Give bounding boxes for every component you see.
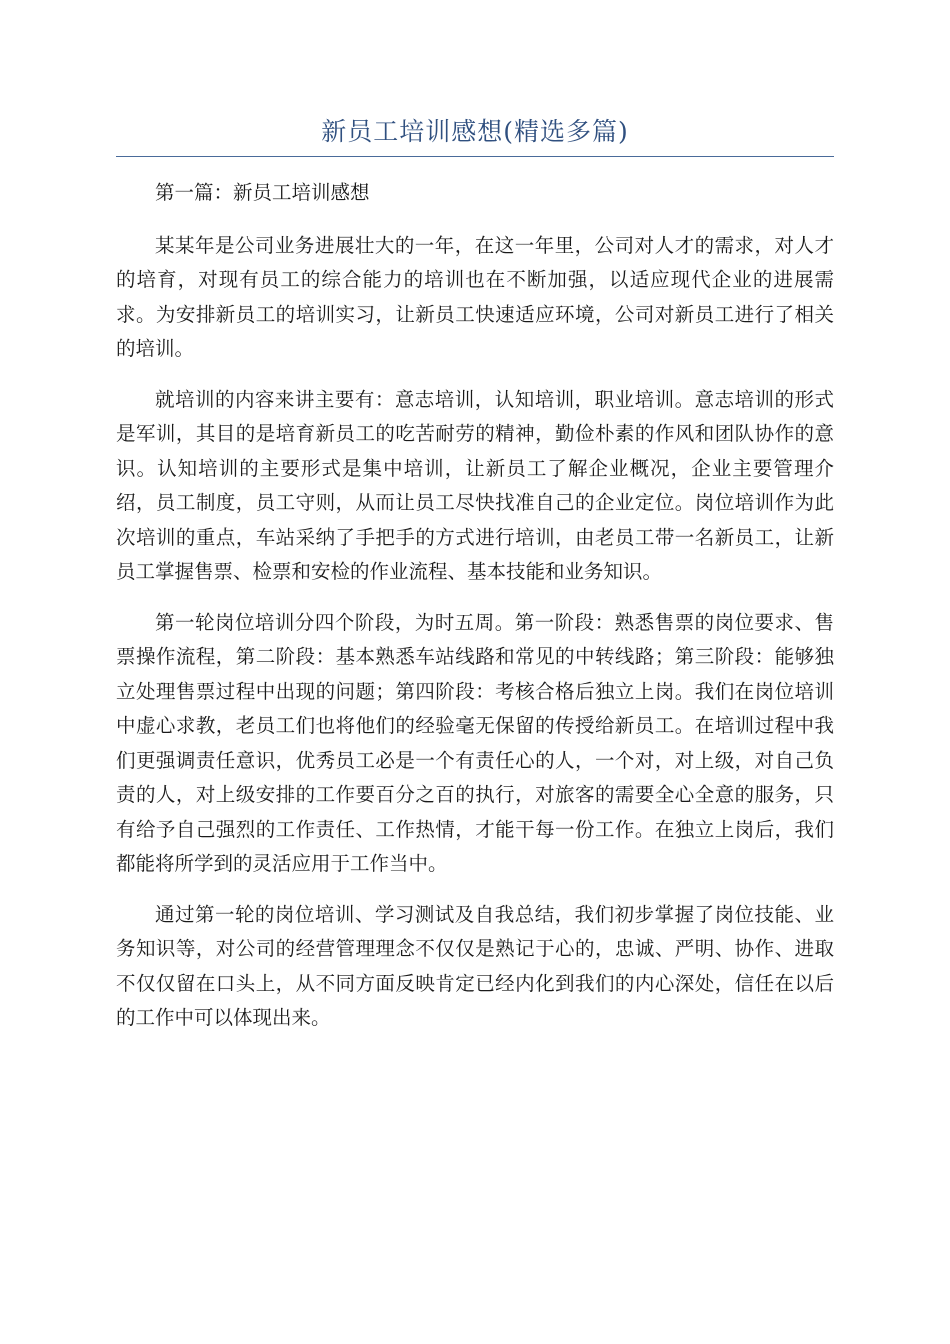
document-body [116, 176, 834, 1052]
section-heading: 第一篇：新员工培训感想 [155, 181, 370, 204]
paragraph-1: 某某年是公司业务进展壮大的一年，在这一年里，公司对人才的需求，对人才的培育，对现有员工的综合能力的培训也在不断加强，以适应现代企业的进展需求。为安排新员工的培训实习，让新员工快速适应环境，公司对新员工进行了相关的培训。 [116, 233, 834, 360]
title-block [116, 112, 834, 157]
paragraph-4: 通过第一轮的岗位培训、学习测试及自我总结，我们初步掌握了岗位技能、业务知识等，对公司的经营管理理念不仅仅是熟记于心的，忠诚、严明、协作、进取不仅仅留在口头上，从不同方面反映肯定已经内化到我们的内心深处，信任在以后的工作中可以体现出来。 [116, 902, 834, 1029]
paragraph-2: 就培训的内容来讲主要有：意志培训，认知培训，职业培训。意志培训的形式是军训，其目的是培育新员工的吃苦耐劳的精神，勤俭朴素的作风和团队协作的意识。认知培训的主要形式是集中培训，让新员工了解企业概况，企业主要管理介绍，员工制度，员工守则，从而让员工尽快找准自己的企业定位。岗位培训作为此次培训的重点，车站采纳了手把手的方式进行培训，由老员工带一名新员工，让新员工掌握售票、检票和安检的作业流程、基本技能和业务知识。 [116, 387, 834, 583]
paragraph-3: 第一轮岗位培训分四个阶段，为时五周。第一阶段：熟悉售票的岗位要求、售票操作流程，第二阶段：基本熟悉车站线路和常见的中转线路；第三阶段：能够独立处理售票过程中出现的问题；第四阶段：考核合格后独立上岗。我们在岗位培训中虚心求教，老员工们也将他们的经验毫无保留的传授给新员工。在培训过程中我们更强调责任意识，优秀员工必是一个有责任心的人，一个对，对上级，对自己负责的人，对上级安排的工作要百分之百的执行，对旅客的需要全心全意的服务，只有给予自己强烈的工作责任、工作热情，才能干每一份工作。在独立上岗后，我们都能将所学到的灵活应用于工作当中。 [116, 610, 834, 875]
document-title: 新员工培训感想(精选多篇) [321, 117, 629, 146]
